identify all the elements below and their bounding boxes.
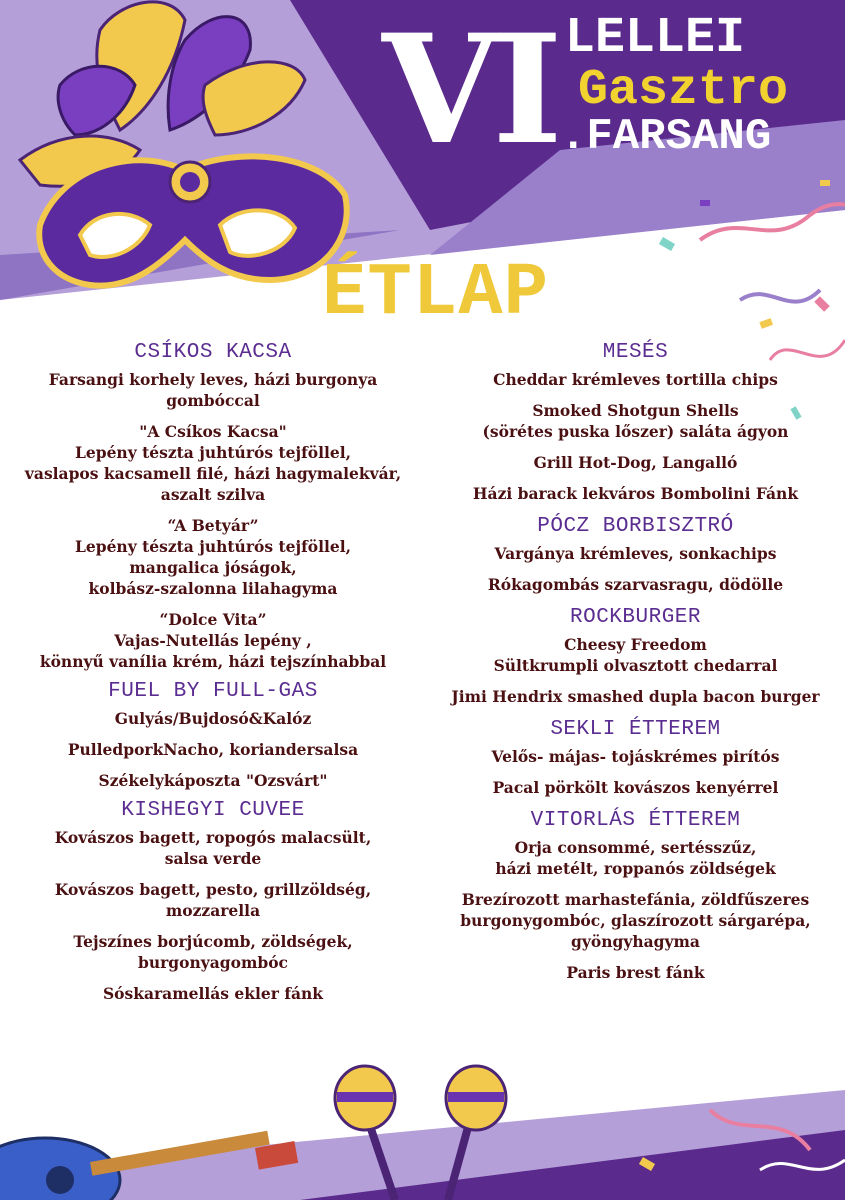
- restaurant-heading: MESÉS: [602, 341, 669, 364]
- menu-dish: [426, 746, 845, 767]
- dish-line: burgonyagombóc: [138, 953, 288, 972]
- dish-line: gombóccal: [166, 391, 260, 410]
- menu-dish: [426, 543, 845, 564]
- menu-dish: [426, 574, 845, 595]
- restaurant-heading: FUEL BY FULL-GAS: [108, 680, 318, 703]
- restaurant-heading: PÓCZ BORBISZTRÓ: [537, 515, 734, 538]
- dish-line: “Dolce Vita”: [159, 610, 267, 629]
- menu-dish: [426, 483, 845, 504]
- dish-line: Lepény tészta juhtúrós tejföllel,: [74, 443, 352, 462]
- menu-dish: [0, 515, 426, 599]
- dish-line: Grill Hot-Dog, Langalló: [533, 453, 738, 472]
- menu-dish: [0, 931, 426, 973]
- edition-roman-numeral: VI: [382, 2, 557, 178]
- menu-dish: [426, 686, 845, 707]
- dish-line: Cheddar krémleves tortilla chips: [493, 370, 778, 389]
- menu-dish: [426, 452, 845, 473]
- menu-dish: [0, 609, 426, 672]
- dish-line: Vajas-Nutellás lepény ,: [114, 631, 312, 650]
- dish-line: kolbász-szalonna lilahagyma: [88, 579, 338, 598]
- dish-line: Gulyás/Bujdosó&Kalóz: [114, 709, 312, 728]
- menu-dish: [426, 837, 845, 879]
- dish-line: aszalt szilva: [160, 485, 266, 504]
- dish-line: (sörétes puska lőszer) saláta ágyon: [482, 422, 789, 441]
- menu-title: ÉTLAP: [322, 252, 550, 336]
- dish-line: Velős- májas- tojáskrémes pirítós: [491, 747, 780, 766]
- menu-dish: [0, 983, 426, 1004]
- dish-line: Orja consommé, sertésszűz,: [514, 838, 757, 857]
- menu-dish: [0, 708, 426, 729]
- menu-dish: [426, 400, 845, 442]
- menu-dish: [0, 879, 426, 921]
- menu-dish: [0, 827, 426, 869]
- menu-column-left: [0, 340, 426, 1004]
- restaurant-heading: VITORLÁS ÉTTEREM: [530, 809, 741, 832]
- menu-dish: [426, 634, 845, 676]
- title-farsang: .FARSANG: [560, 112, 772, 162]
- dish-line: salsa verde: [164, 849, 262, 868]
- dish-line: Kovászos bagett, ropogós malacsült,: [54, 828, 372, 847]
- menu-dish: [426, 369, 845, 390]
- menu-dish: [426, 777, 845, 798]
- dish-line: Brezírozott marhastefánia, zöldfűszeres: [461, 890, 810, 909]
- menu-dish: [0, 739, 426, 760]
- menu-dish: [0, 421, 426, 505]
- dish-line: Farsangi korhely leves, házi burgonya: [48, 370, 378, 389]
- dish-line: Lepény tészta juhtúrós tejföllel,: [74, 537, 352, 556]
- dish-line: “A Betyár”: [167, 516, 259, 535]
- menu-dish: [426, 889, 845, 952]
- menu-column-right: [426, 340, 845, 983]
- title-gasztro: Gasztro: [578, 62, 789, 119]
- dish-line: Tejszínes borjúcomb, zöldségek,: [73, 932, 353, 951]
- restaurant-heading: KISHEGYI CUVEE: [121, 799, 305, 822]
- dish-line: Jimi Hendrix smashed dupla bacon burger: [451, 687, 820, 706]
- dish-line: Paris brest fánk: [566, 963, 705, 982]
- dish-line: gyöngyhagyma: [571, 932, 700, 951]
- menu-dish: [0, 770, 426, 791]
- dish-line: Székelykáposzta "Ozsvárt": [98, 771, 328, 790]
- dish-line: Cheesy Freedom: [564, 635, 707, 654]
- dish-line: mangalica jóságok,: [129, 558, 297, 577]
- dish-line: Rókagombás szarvasragu, dödölle: [487, 575, 784, 594]
- dish-line: Vargánya krémleves, sonkachips: [494, 544, 777, 563]
- dish-line: Sóskaramellás ekler fánk: [102, 984, 324, 1003]
- restaurant-heading: SEKLI ÉTTEREM: [550, 718, 721, 741]
- dish-line: Házi barack lekváros Bombolini Fánk: [472, 484, 799, 503]
- title-lellei: LELLEI: [565, 10, 746, 67]
- menu-dish: [0, 369, 426, 411]
- dish-line: Kovászos bagett, pesto, grillzöldség,: [54, 880, 372, 899]
- dish-line: Sültkrumpli olvasztott chedarral: [493, 656, 778, 675]
- dish-line: könnyű vanília krém, házi tejszínhabbal: [39, 652, 387, 671]
- dish-line: Pacal pörkölt kovászos kenyérrel: [492, 778, 779, 797]
- restaurant-heading: ROCKBURGER: [569, 606, 702, 629]
- menu-dish: [426, 962, 845, 983]
- restaurant-heading: CSÍKOS KACSA: [134, 341, 292, 364]
- dish-line: burgonygombóc, glaszírozott sárgarépa,: [460, 911, 811, 930]
- dish-line: mozzarella: [165, 901, 261, 920]
- dish-line: PulledporkNacho, koriandersalsa: [67, 740, 359, 759]
- dish-line: "A Csíkos Kacsa": [139, 422, 287, 441]
- dish-line: Smoked Shotgun Shells: [532, 401, 739, 420]
- dish-line: vaslapos kacsamell filé, házi hagymalekvár,: [24, 464, 402, 483]
- dish-line: házi metélt, roppanós zöldségek: [495, 859, 776, 878]
